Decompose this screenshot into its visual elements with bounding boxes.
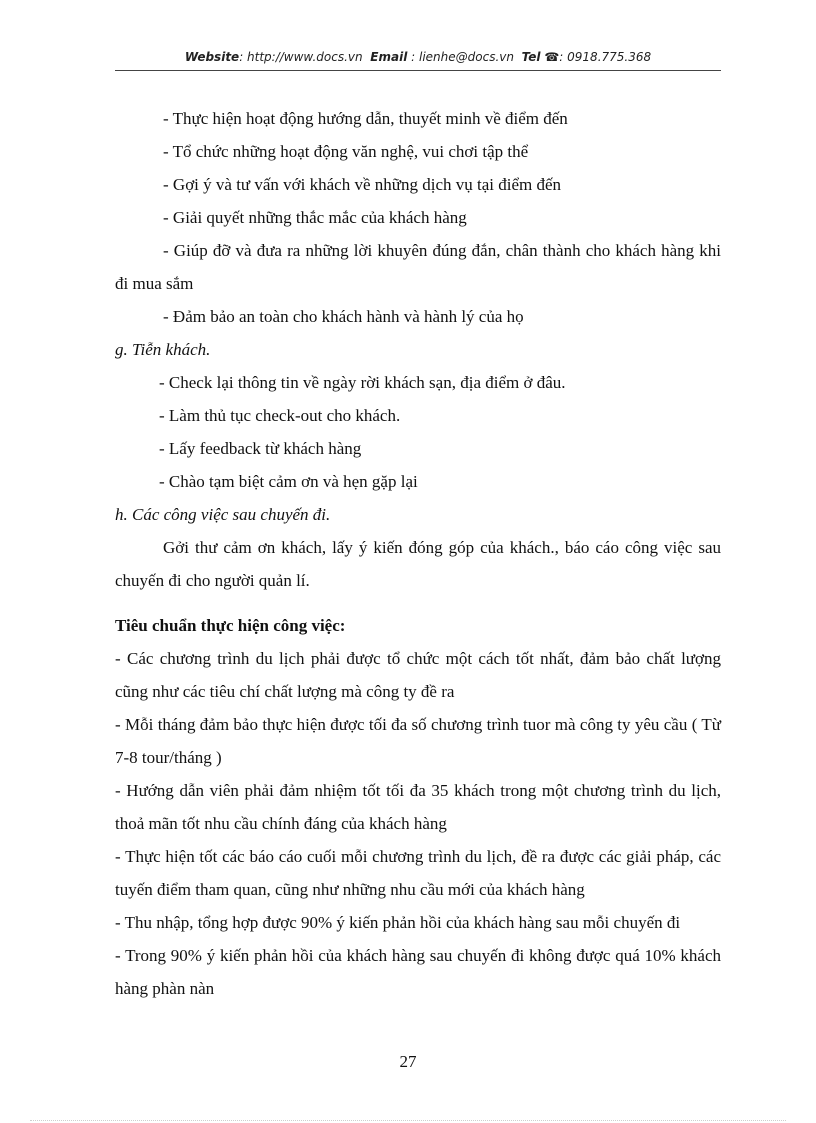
list-item: - Check lại thông tin về ngày rời khách sạn, địa điểm ở đâu. <box>159 373 566 392</box>
list-item: - Thực hiện tốt các báo cáo cuối mỗi chương trình du lịch, đề ra được các giải pháp, các tuyến điểm tham quan, cũng như những nhu cầu mới của khách hàng <box>115 847 721 899</box>
list-item: - Thu nhập, tổng hợp được 90% ý kiến phản hồi của khách hàng sau mỗi chuyến đi <box>115 913 681 932</box>
page-bottom-divider <box>30 1120 786 1121</box>
list-item: - Hướng dẫn viên phải đảm nhiệm tốt tối đa 35 khách trong một chương trình du lịch, thoả mãn tốt nhu cầu chính đáng của khách hàng <box>115 781 721 833</box>
list-item: - Mỗi tháng đảm bảo thực hiện được tối đa số chương trình tuor mà công ty yêu cầu ( Từ 7-8 tour/tháng ) <box>115 715 721 767</box>
list-item: - Gợi ý và tư vấn với khách về những dịch vụ tại điểm đến <box>163 175 562 194</box>
list-item: - Các chương trình du lịch phải được tổ chức một cách tốt nhất, đảm bảo chất lượng cũng như các tiêu chí chất lượng mà công ty đề ra <box>115 649 721 701</box>
list-item: - Trong 90% ý kiến phản hồi của khách hàng sau chuyến đi không được quá 10% khách hàng phàn nàn <box>115 946 721 998</box>
list-item: - Tổ chức những hoạt động văn nghệ, vui chơi tập thể <box>163 142 529 161</box>
standards-heading: Tiêu chuẩn thực hiện công việc: <box>115 616 346 635</box>
list-item: - Làm thủ tục check-out cho khách. <box>159 406 401 425</box>
document-body <box>115 102 721 1005</box>
tel-label: Tel <box>521 50 541 64</box>
email-value: : lienhe@docs.vn <box>411 50 514 64</box>
website-value: : http://www.docs.vn <box>239 50 363 64</box>
list-item: - Chào tạm biệt cảm ơn và hẹn gặp lại <box>159 472 418 491</box>
list-item: - Thực hiện hoạt động hướng dẫn, thuyết minh về điểm đến <box>163 109 568 128</box>
page-header <box>115 50 721 64</box>
section-h-heading: h. Các công việc sau chuyến đi. <box>115 505 331 524</box>
header-divider <box>115 70 721 71</box>
tel-value: : 0918.775.368 <box>559 50 652 64</box>
section-h-paragraph: Gởi thư cảm ơn khách, lấy ý kiến đóng góp của khách., báo cáo công việc sau chuyến đi cho người quản lí. <box>115 538 721 590</box>
phone-icon: ☎ <box>544 50 560 64</box>
website-label: Website <box>184 50 240 64</box>
list-item: - Đảm bảo an toàn cho khách hành và hành lý của họ <box>163 307 524 326</box>
email-label: Email <box>370 50 408 64</box>
section-g-heading: g. Tiễn khách. <box>115 340 211 359</box>
list-item: - Lấy feedback từ khách hàng <box>159 439 362 458</box>
page-number: 27 <box>399 1052 417 1071</box>
list-item: - Giải quyết những thắc mắc của khách hàng <box>163 208 467 227</box>
list-item: - Giúp đỡ và đưa ra những lời khuyên đúng đắn, chân thành cho khách hàng khi đi mua sắm <box>115 241 721 293</box>
